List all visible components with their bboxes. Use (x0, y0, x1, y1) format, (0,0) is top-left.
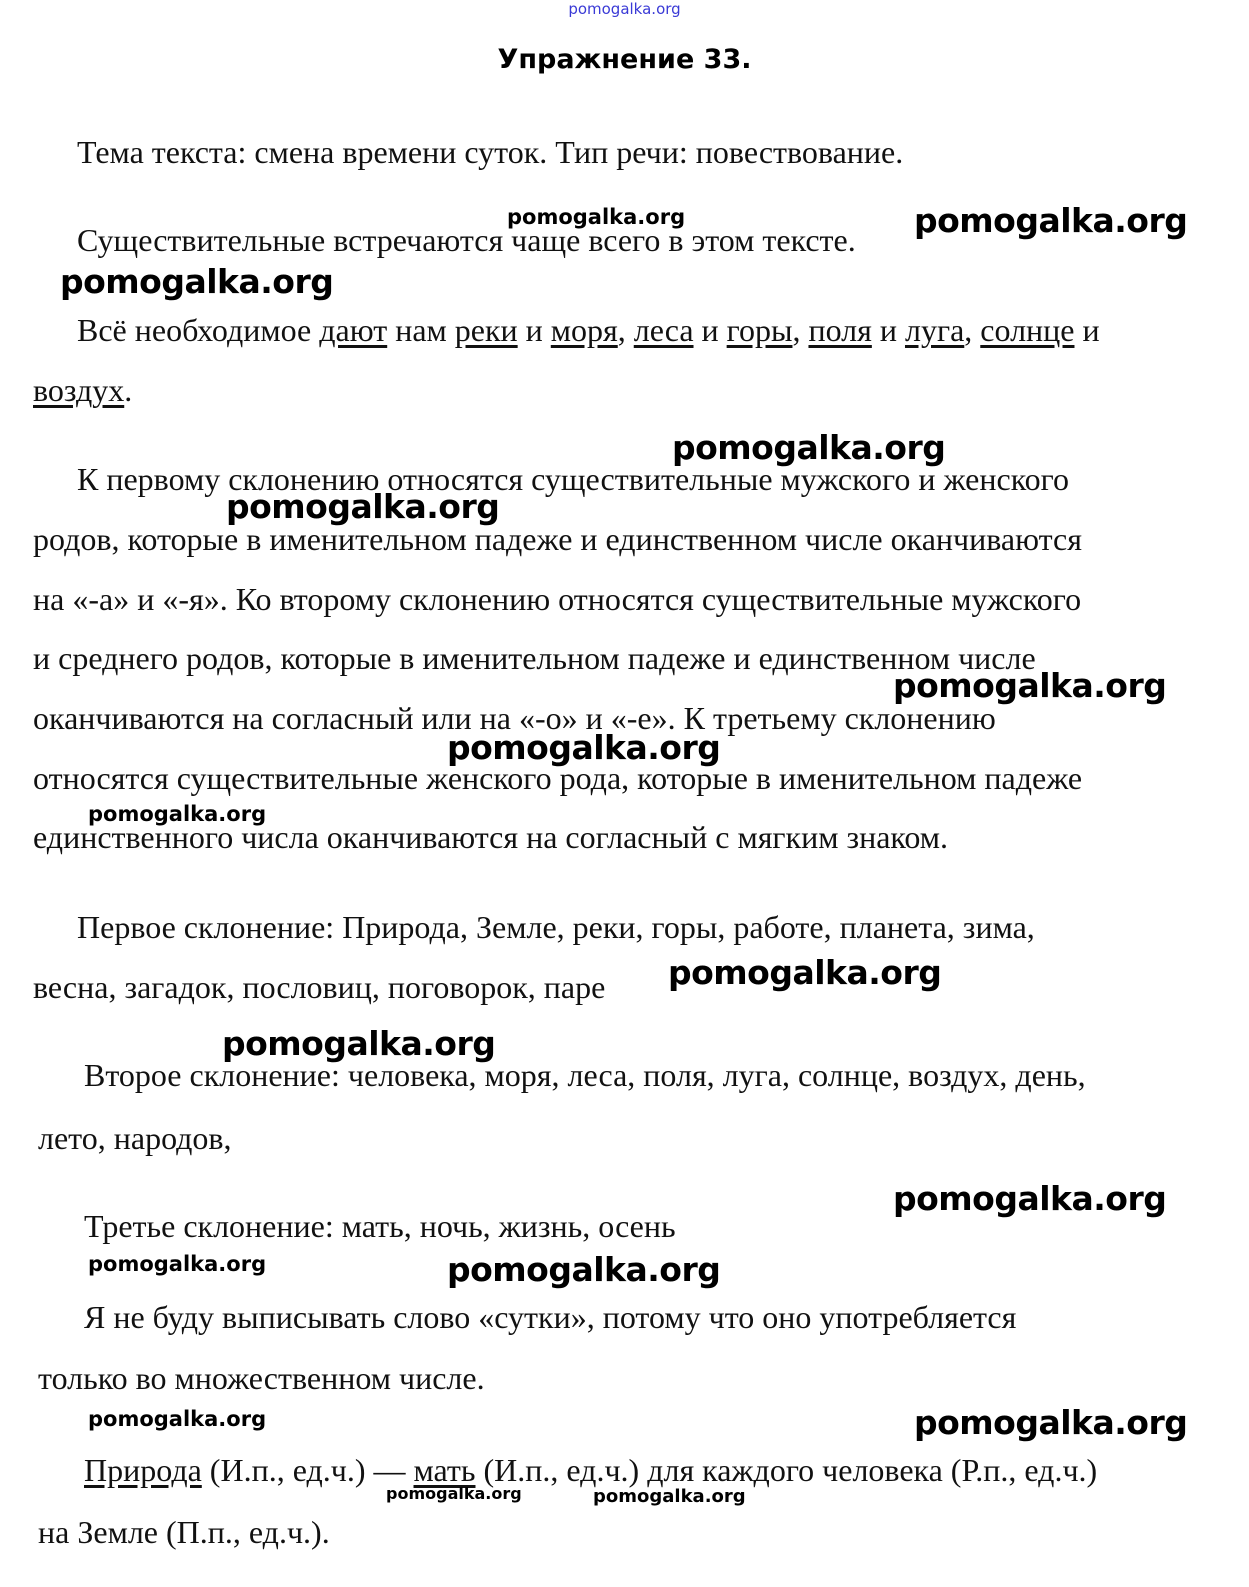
underlined-word: дают (319, 312, 388, 348)
watermark: pomogalka.org (88, 1407, 267, 1431)
text-line-underlined (84, 1450, 1097, 1490)
watermark: pomogalka.org (593, 1486, 746, 1507)
underlined-word: воздух (33, 372, 125, 408)
text-line: единственного числа оканчиваются на согласный с мягким знаком. (33, 819, 948, 855)
text-fragment: , (964, 312, 981, 348)
text-line: Тема текста: смена времени суток. Тип речи: повествование. (77, 134, 904, 170)
text-line: на Земле (П.п., ед.ч.). (38, 1514, 330, 1550)
text-line: и среднего родов, которые в именительном падеже и единственном числе (33, 640, 1036, 676)
underlined-word: поля (808, 312, 872, 348)
watermark: pomogalka.org (88, 1252, 267, 1276)
text-fragment: и (517, 312, 551, 348)
underlined-word: мать (413, 1452, 476, 1488)
watermark: pomogalka.org (893, 1179, 1167, 1218)
watermark: pomogalka.org (222, 1024, 496, 1063)
text-fragment: (И.п., ед.ч.) — (201, 1452, 414, 1488)
text-line: оканчиваются на согласный или на «-о» и «-е». К третьему склонению (33, 700, 996, 736)
header-watermark[interactable]: pomogalka.org (568, 0, 681, 18)
watermark: pomogalka.org (893, 666, 1167, 705)
text-fragment: и (693, 312, 727, 348)
text-line: весна, загадок, пословиц, поговорок, паре (33, 969, 606, 1005)
watermark: pomogalka.org (447, 1250, 721, 1289)
text-line: К первому склонению относятся существительные мужского и женского (77, 461, 1069, 497)
text-line: относятся существительные женского рода, которые в именительном падеже (33, 760, 1083, 796)
watermark: pomogalka.org (60, 262, 334, 301)
text-fragment: . (124, 372, 133, 408)
exercise-title: Упражнение 33. (497, 44, 752, 75)
underlined-word: Природа (84, 1452, 202, 1488)
text-line: на «-а» и «-я». Ко второму склонению относятся существительные мужского (33, 581, 1082, 617)
text-line: лето, народов, (38, 1120, 232, 1156)
text-fragment: Всё необходимое (77, 312, 320, 348)
text-line: Второе склонение: человека, моря, леса, поля, луга, солнце, воздух, день, (84, 1057, 1086, 1093)
watermark: pomogalka.org (914, 201, 1188, 240)
text-line: только во множественном числе. (38, 1360, 485, 1396)
watermark: pomogalka.org (386, 1484, 522, 1503)
underlined-word: реки (454, 312, 518, 348)
watermark: pomogalka.org (226, 487, 500, 526)
text-line-underlined (77, 310, 1100, 350)
text-fragment: и (1074, 312, 1100, 348)
text-line: Я не буду выписывать слово «сутки», потому что оно употребляется (84, 1299, 1017, 1335)
text-fragment: нам (387, 312, 455, 348)
text-fragment: , (617, 312, 634, 348)
watermark: pomogalka.org (447, 728, 721, 767)
underlined-word: леса (633, 312, 694, 348)
underlined-word: горы (726, 312, 793, 348)
text-line: Первое склонение: Природа, Земле, реки, горы, работе, планета, зима, (77, 909, 1035, 945)
text-fragment: (И.п., ед.ч.) для каждого человека (Р.п., ед.ч.) (475, 1452, 1098, 1488)
text-line: родов, которые в именительном падеже и единственном числе оканчиваются (33, 521, 1082, 557)
underlined-word: моря (550, 312, 618, 348)
watermark: pomogalka.org (914, 1403, 1188, 1442)
text-fragment: , (792, 312, 809, 348)
text-line: Существительные встречаются чаще всего в этом тексте. (77, 222, 856, 258)
watermark: pomogalka.org (88, 802, 267, 826)
text-line-underlined (33, 370, 132, 410)
text-fragment: и (871, 312, 905, 348)
text-line: Третье склонение: мать, ночь, жизнь, осень (84, 1208, 676, 1244)
watermark: pomogalka.org (668, 953, 942, 992)
underlined-word: солнце (980, 312, 1075, 348)
underlined-word: луга (904, 312, 965, 348)
watermark: pomogalka.org (672, 428, 946, 467)
watermark: pomogalka.org (507, 205, 686, 229)
